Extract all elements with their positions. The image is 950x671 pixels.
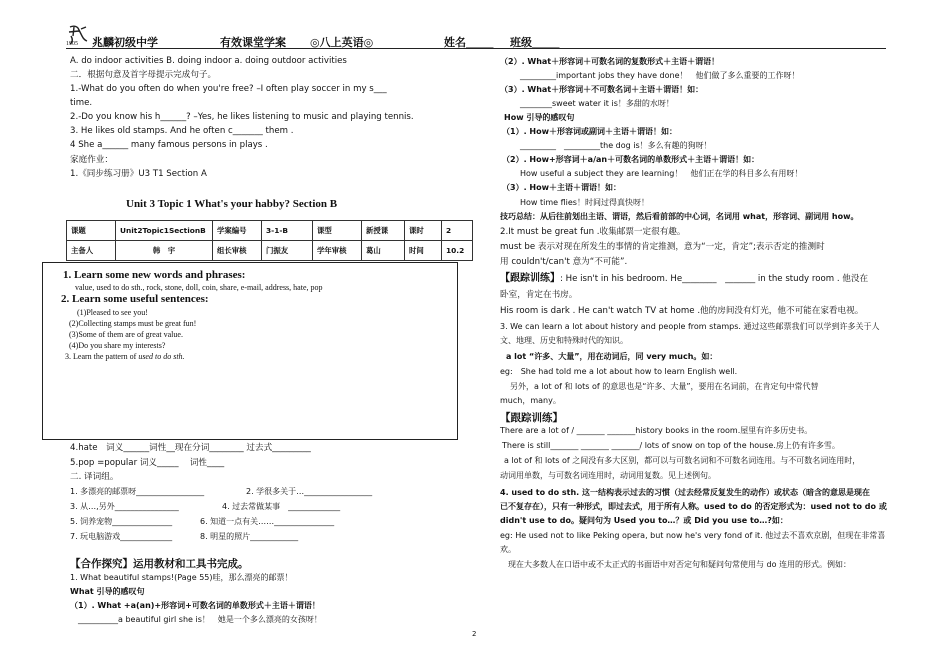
objective-sentence: (2)Collecting stamps must be great fun! bbox=[69, 319, 197, 328]
table-row bbox=[67, 221, 473, 241]
grammar-line: 3. We can learn a lot about history and people from stamps. 通过这些邮票我们可以学到许多关于人 bbox=[500, 322, 880, 331]
text-line: A. do indoor activities B. doing indoor a. doing outdoor activities bbox=[70, 56, 347, 66]
table-cell: 课题 bbox=[67, 221, 116, 241]
vocab-line: 4.hate 词义______词性__现在分词________ 过去式_________ bbox=[70, 443, 311, 453]
practice-line: There is still_______ _______ _______/ lots of snow on top of the house.房上仍有许多雪。 bbox=[502, 441, 840, 450]
grammar-example: 欢。 bbox=[500, 545, 516, 554]
objective-heading: 2. Learn some useful sentences: bbox=[61, 293, 209, 305]
grammar-line: a lot of 和 lots of 之间没有多大区别，都可以与可数名词和不可数名词连用。与不可数名词连用时， bbox=[504, 456, 861, 465]
header-rule bbox=[66, 48, 886, 49]
objective-sentence: (1)Pleased to see you! bbox=[77, 308, 148, 317]
grammar-rule: （1）. How＋形容词或副词＋主语＋谓语！如： bbox=[502, 127, 677, 136]
page-number: 2 bbox=[472, 630, 477, 638]
homework-heading: 家庭作业： bbox=[70, 155, 113, 165]
table-cell: 2 bbox=[442, 221, 473, 241]
grammar-rule: didn't use to do。疑问句为 Used you to…？或 Did you use to…?如： bbox=[500, 516, 788, 525]
practice-line: His room is dark . He can't watch TV at home .他的房间没有灯光，他不可能在家看电视。 bbox=[500, 306, 864, 316]
grammar-example: ________sweet water it is！多甜的水呀！ bbox=[520, 99, 674, 108]
table-cell: 10.2 bbox=[442, 241, 473, 261]
grammar-line: 1. What beautiful stamps!(Page 55)哇，那么漂亮的邮票！ bbox=[70, 573, 293, 582]
cooperation-heading: 【合作探究】运用教材和工具书完成。 bbox=[70, 558, 249, 570]
grammar-example: How time flies！时间过得真快呀！ bbox=[520, 198, 649, 207]
class-field-label: 班级_____ bbox=[510, 36, 560, 49]
grammar-example: eg: He used not to like Peking opera, but now he's very fond of it. 他过去不喜欢京剧，但现在非常喜 bbox=[500, 531, 886, 540]
pattern-term: used to do sth. bbox=[138, 352, 185, 361]
grammar-rule: （2）. What＋形容词＋可数名词的复数形式＋主语＋谓语！ bbox=[500, 57, 720, 66]
phrase-item: 8. 明星的照片____________ bbox=[200, 532, 299, 541]
phrase-item: 6. 知道一点有关……_______________ bbox=[200, 517, 335, 526]
grammar-rule: a lot “许多、大量”，用在动词后，同 very much。如： bbox=[506, 352, 718, 361]
grammar-line: 2.It must be great fun .收集邮票一定很有趣。 bbox=[500, 227, 686, 237]
tip-summary: 技巧总结：从后往前划出主语、谓语，然后看前部的中心词，名词用 what，形容词、副词用 how。 bbox=[500, 212, 859, 221]
grammar-example: __________a beautiful girl she is！ 她是一个多么漂亮的女孩呀！ bbox=[78, 615, 322, 624]
grammar-rule: 已不复存在），只有一种形式，即过去式，用于所有人称。used to do 的否定形式为：used not to do 或 bbox=[500, 502, 887, 511]
grammar-line: must be 表示对现在所发生的事情的肯定推测，意为“一定，肯定”;表示否定的推测时 bbox=[500, 242, 825, 252]
practice-line bbox=[500, 273, 868, 285]
grammar-rule: （1）. What +a(an)+形容词+可数名词的单数形式＋主语＋谓语！ bbox=[70, 601, 320, 610]
learning-objectives-box bbox=[42, 262, 458, 440]
lesson-title: Unit 3 Topic 1 What's your habby? Section B bbox=[126, 198, 338, 210]
grammar-example: _________ _________the dog is！多么有趣的狗呀！ bbox=[520, 141, 712, 150]
exercise-line: 3. He likes old stamps. And he often c_______ them . bbox=[70, 126, 294, 136]
table-cell: 组长审核 bbox=[213, 241, 262, 261]
table-cell: 课时 bbox=[405, 221, 442, 241]
practice-heading: 【跟踪训练】 bbox=[500, 273, 560, 284]
phrase-item: 5. 饲养宠物_______________ bbox=[70, 517, 173, 526]
lesson-info-table bbox=[66, 220, 473, 261]
table-cell: 新授课 bbox=[362, 221, 405, 241]
exercise-line: 2.-Do you know his h______? –Yes, he likes listening to music and playing tennis. bbox=[70, 112, 414, 122]
phrase-item: 7. 玩电脑游戏_____________ bbox=[70, 532, 173, 541]
school-name: 兆麟初级中学 bbox=[92, 36, 158, 49]
grammar-line: 现在大多数人在口语中或不太正式的书面语中对否定句和疑问句常使用与 do 连用的形式。例如： bbox=[508, 560, 852, 569]
exercise-line: time. bbox=[70, 98, 93, 108]
header-subject: ◎八上英语◎ bbox=[310, 36, 374, 49]
header-subtitle: 有效课堂学案 bbox=[220, 36, 286, 49]
table-cell: 课型 bbox=[313, 221, 362, 241]
phrase-item: 2. 学很多关于…_________________ bbox=[246, 487, 373, 496]
section-heading: 二. 译词组。 bbox=[70, 472, 119, 482]
section-heading: 二．根据句意及首字母提示完成句子。 bbox=[70, 70, 217, 80]
exercise-line: 1.-What do you often do when you're free? –I often play soccer in my s___ bbox=[70, 84, 387, 94]
table-cell: 时间 bbox=[405, 241, 442, 261]
practice-heading: 【跟踪训练】 bbox=[500, 412, 563, 424]
practice-text: : He isn't in his bedroom. He________ _______ in the study room . 他没在 bbox=[560, 274, 869, 284]
grammar-example: eg: She had told me a lot about how to learn English well. bbox=[500, 367, 738, 376]
pattern-label: 3. Learn the pattern of bbox=[65, 352, 139, 361]
phrase-item: 3. 从…,另外________________ bbox=[70, 502, 179, 511]
phrase-item: 4. 过去常做某事 _____________ bbox=[222, 502, 341, 511]
table-cell: 葛山 bbox=[362, 241, 405, 261]
grammar-line: much，many。 bbox=[500, 396, 561, 405]
objective-sentence: (3)Some of them are of great value. bbox=[69, 330, 183, 339]
table-cell: 3-1-B bbox=[262, 221, 313, 241]
grammar-line: 另外，a lot of 和 lots of 的意思也是“许多、大量”，要用在名词前，在肯定句中常代替 bbox=[510, 382, 819, 391]
grammar-subheading: How 引导的感叹句 bbox=[504, 113, 575, 122]
objective-sentence: (4)Do you share my interests? bbox=[69, 341, 166, 350]
vocab-line: 5.pop =popular 词义_____ 词性____ bbox=[70, 458, 225, 468]
practice-line: There are a lot of / _______ _______history books in the room.屋里有许多历史书。 bbox=[500, 426, 813, 435]
grammar-rule: （2）. How+形容词＋a/an＋可数名词的单数形式＋主语＋谓语！如： bbox=[502, 155, 760, 164]
grammar-line: 文、地理、历史和特殊时代的知识。 bbox=[500, 336, 628, 345]
grammar-subheading: What 引导的感叹句 bbox=[70, 587, 145, 596]
logo-year: 1905 bbox=[66, 41, 78, 47]
exercise-line: 4 She a______ many famous persons in plays . bbox=[70, 140, 268, 150]
table-row bbox=[67, 241, 473, 261]
table-cell: 学案编号 bbox=[213, 221, 262, 241]
name-field-label: 姓名_____ bbox=[444, 36, 494, 49]
practice-line: 卧室，肯定在书房。 bbox=[500, 290, 578, 300]
grammar-line: 用 couldn't/can't 意为“不可能”. bbox=[500, 257, 628, 267]
table-cell: 学年审核 bbox=[313, 241, 362, 261]
grammar-example: _________important jobs they have done！ 他们做了多么重要的工作呀！ bbox=[520, 71, 800, 80]
grammar-line: 动词用单数，与可数名词连用时，动词用复数。见上述例句。 bbox=[500, 471, 716, 480]
grammar-rule: 4. used to do sth. 这一结构表示过去的习惯（过去经常反复发生的动作）或状态（暗含的意思是现在 bbox=[500, 488, 871, 497]
objective-pattern bbox=[65, 352, 185, 361]
table-cell: Unit2Topic1SectionB bbox=[116, 221, 213, 241]
homework-line: 1.《同步练习册》U3 T1 Section A bbox=[70, 169, 207, 179]
grammar-example: How useful a subject they are learning！ 他们正在学的科目多么有用呀！ bbox=[520, 169, 803, 178]
table-cell: 韩 宇 bbox=[116, 241, 213, 261]
objective-words: value, used to do sth., rock, stone, doll, coin, share, e-mail, address, hate, pop bbox=[75, 283, 323, 292]
grammar-rule: （3）. How＋主语＋谓语！如： bbox=[502, 183, 621, 192]
grammar-rule: （3）. What＋形容词＋不可数名词＋主语＋谓语！如： bbox=[500, 85, 704, 94]
table-cell: 门振友 bbox=[262, 241, 313, 261]
objective-heading: 1. Learn some new words and phrases: bbox=[63, 269, 246, 281]
table-cell: 主备人 bbox=[67, 241, 116, 261]
phrase-item: 1. 多漂亮的邮票呀_________________ bbox=[70, 487, 205, 496]
